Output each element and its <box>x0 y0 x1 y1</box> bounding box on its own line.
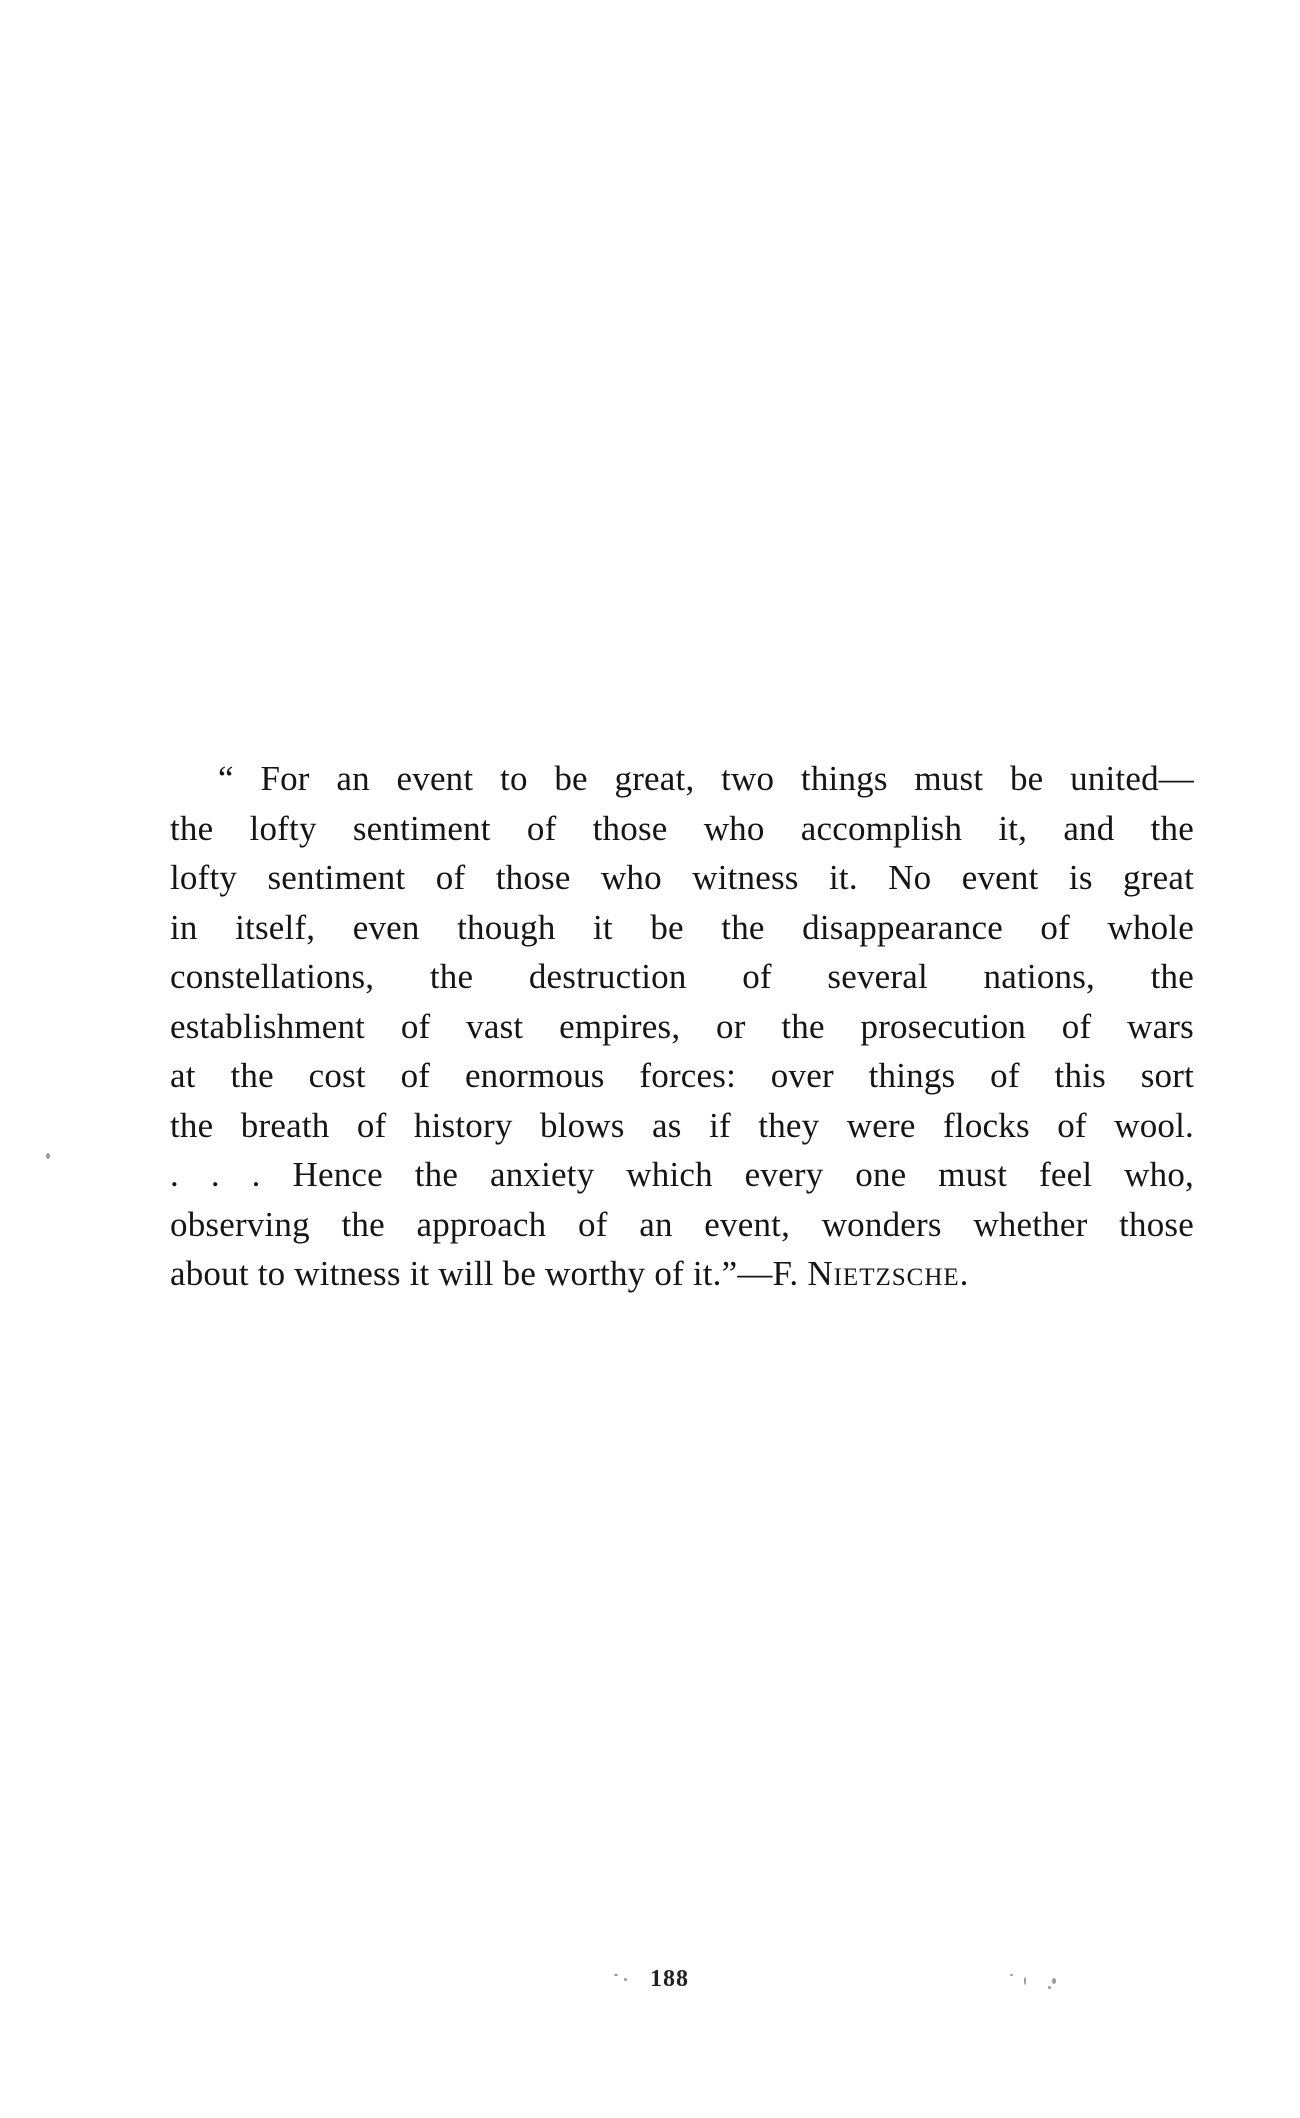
quote-line: lofty sentiment of those who witness it. No event is great <box>170 858 1194 897</box>
quote-line: in itself, even though it be the disappearance of whole <box>170 907 1194 947</box>
quote-line: at the cost of enormous forces: over things of this sort <box>170 1056 1194 1095</box>
quote-line: “ For an event to be great, two things must be united— <box>218 759 1194 798</box>
scan-speck <box>1010 1974 1013 1976</box>
quote-line: constellations, the destruction of several nations, the <box>170 957 1194 996</box>
quote-line: establishment of vast empires, or the prosecution of wars <box>170 1006 1194 1046</box>
scan-speck <box>46 1153 50 1159</box>
quote-attribution: Nietzsche. <box>807 1254 970 1293</box>
quote-line: observing the approach of an event, wonders whether those <box>170 1204 1194 1244</box>
scan-speck <box>1024 1977 1026 1985</box>
scan-speck <box>1052 1978 1056 1984</box>
scan-speck <box>1048 1986 1051 1989</box>
quote-line: . . . Hence the anxiety which every one must feel who, <box>170 1155 1194 1194</box>
quote-final-line <box>170 1249 1194 1299</box>
quote-final-text: about to witness it will be worthy of it.”—F. <box>170 1254 808 1293</box>
scan-speck <box>614 1974 618 1976</box>
scan-speck <box>624 1978 627 1981</box>
quote-line: the breath of history blows as if they were flocks of wool. <box>170 1105 1194 1145</box>
quote-line: the lofty sentiment of those who accomplish it, and the <box>170 808 1194 848</box>
page-number: 188 <box>650 1966 689 1992</box>
epigraph-quote <box>170 754 1194 1299</box>
